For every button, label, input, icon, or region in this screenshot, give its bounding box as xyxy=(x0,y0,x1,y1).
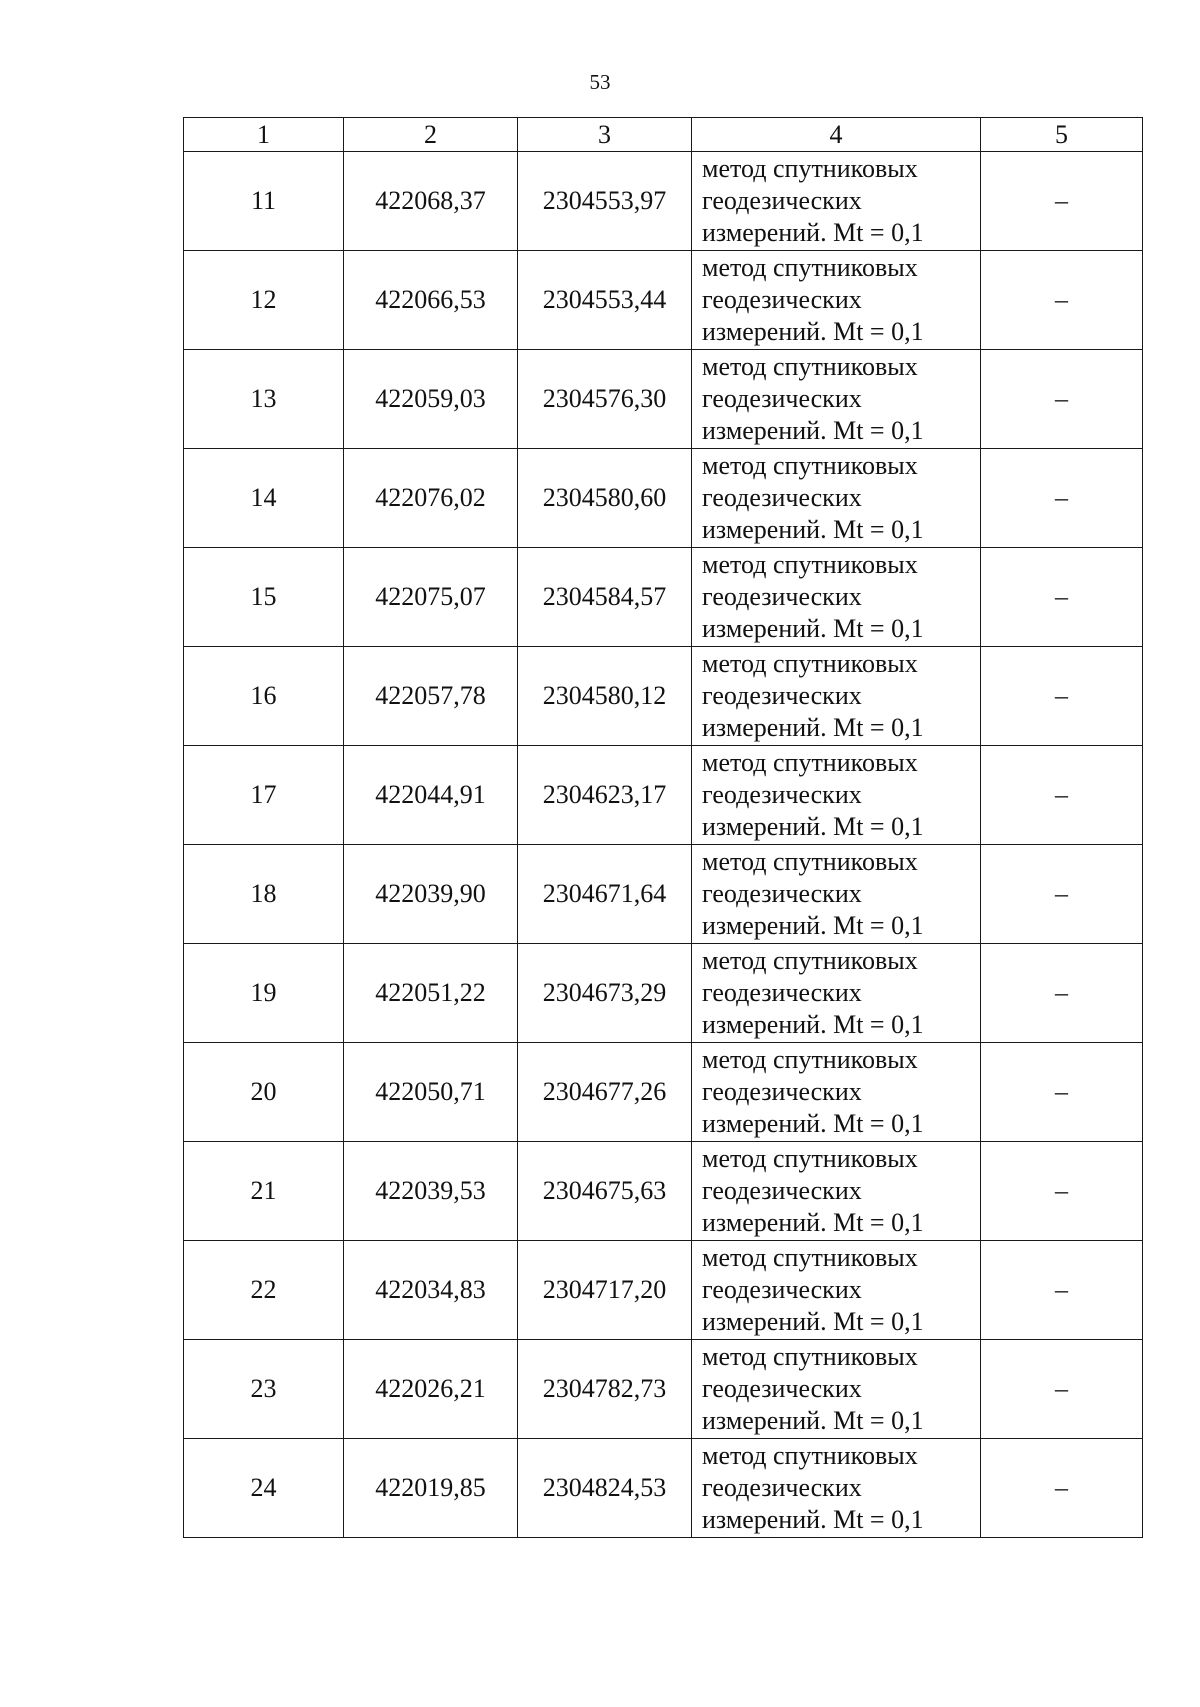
method-cell xyxy=(692,251,981,350)
method-cell xyxy=(692,548,981,647)
method-cell xyxy=(692,1241,981,1340)
note-cell: – xyxy=(981,1142,1143,1241)
x-coordinate-cell: 422034,83 xyxy=(344,1241,518,1340)
y-coordinate-cell: 2304584,57 xyxy=(518,548,692,647)
method-line: метод спутниковых xyxy=(702,1441,918,1470)
note-cell: – xyxy=(981,1439,1143,1538)
point-number-cell: 21 xyxy=(184,1142,344,1241)
table-row xyxy=(184,1043,1143,1142)
method-line: измерений. Mt = 0,1 xyxy=(702,812,924,841)
method-line: метод спутниковых xyxy=(702,1045,918,1074)
table-row xyxy=(184,152,1143,251)
point-number-cell: 20 xyxy=(184,1043,344,1142)
y-coordinate-cell: 2304580,12 xyxy=(518,647,692,746)
x-coordinate-cell: 422050,71 xyxy=(344,1043,518,1142)
method-cell xyxy=(692,746,981,845)
point-number-cell: 23 xyxy=(184,1340,344,1439)
header-col-3: 3 xyxy=(518,118,692,152)
x-coordinate-cell: 422068,37 xyxy=(344,152,518,251)
method-line: геодезических xyxy=(702,1077,862,1106)
table-row xyxy=(184,251,1143,350)
y-coordinate-cell: 2304782,73 xyxy=(518,1340,692,1439)
method-line: геодезических xyxy=(702,1374,862,1403)
method-cell xyxy=(692,944,981,1043)
y-coordinate-cell: 2304553,97 xyxy=(518,152,692,251)
y-coordinate-cell: 2304671,64 xyxy=(518,845,692,944)
table-row xyxy=(184,746,1143,845)
method-line: метод спутниковых xyxy=(702,1342,918,1371)
header-col-1: 1 xyxy=(184,118,344,152)
method-line: измерений. Mt = 0,1 xyxy=(702,911,924,940)
note-cell: – xyxy=(981,449,1143,548)
x-coordinate-cell: 422039,53 xyxy=(344,1142,518,1241)
y-coordinate-cell: 2304677,26 xyxy=(518,1043,692,1142)
note-cell: – xyxy=(981,1043,1143,1142)
x-coordinate-cell: 422075,07 xyxy=(344,548,518,647)
method-line: измерений. Mt = 0,1 xyxy=(702,713,924,742)
x-coordinate-cell: 422057,78 xyxy=(344,647,518,746)
point-number-cell: 14 xyxy=(184,449,344,548)
x-coordinate-cell: 422059,03 xyxy=(344,350,518,449)
method-cell xyxy=(692,152,981,251)
table-row xyxy=(184,1142,1143,1241)
x-coordinate-cell: 422051,22 xyxy=(344,944,518,1043)
method-line: геодезических xyxy=(702,186,862,215)
point-number-cell: 24 xyxy=(184,1439,344,1538)
table-row xyxy=(184,845,1143,944)
method-line: геодезических xyxy=(702,285,862,314)
method-line: измерений. Mt = 0,1 xyxy=(702,1109,924,1138)
note-cell: – xyxy=(981,548,1143,647)
table-body xyxy=(184,152,1143,1538)
note-cell: – xyxy=(981,350,1143,449)
method-line: геодезических xyxy=(702,582,862,611)
method-line: геодезических xyxy=(702,1473,862,1502)
method-line: метод спутниковых xyxy=(702,649,918,678)
y-coordinate-cell: 2304675,63 xyxy=(518,1142,692,1241)
method-line: измерений. Mt = 0,1 xyxy=(702,416,924,445)
method-cell xyxy=(692,1340,981,1439)
note-cell: – xyxy=(981,746,1143,845)
table-row xyxy=(184,1340,1143,1439)
header-row xyxy=(184,118,1143,152)
table-row xyxy=(184,548,1143,647)
table-row xyxy=(184,647,1143,746)
point-number-cell: 18 xyxy=(184,845,344,944)
y-coordinate-cell: 2304673,29 xyxy=(518,944,692,1043)
y-coordinate-cell: 2304824,53 xyxy=(518,1439,692,1538)
x-coordinate-cell: 422066,53 xyxy=(344,251,518,350)
y-coordinate-cell: 2304576,30 xyxy=(518,350,692,449)
method-line: измерений. Mt = 0,1 xyxy=(702,1307,924,1336)
point-number-cell: 15 xyxy=(184,548,344,647)
method-line: геодезических xyxy=(702,483,862,512)
y-coordinate-cell: 2304580,60 xyxy=(518,449,692,548)
method-line: геодезических xyxy=(702,780,862,809)
note-cell: – xyxy=(981,944,1143,1043)
method-line: метод спутниковых xyxy=(702,154,918,183)
method-line: метод спутниковых xyxy=(702,946,918,975)
method-cell xyxy=(692,845,981,944)
x-coordinate-cell: 422076,02 xyxy=(344,449,518,548)
x-coordinate-cell: 422026,21 xyxy=(344,1340,518,1439)
method-line: измерений. Mt = 0,1 xyxy=(702,218,924,247)
table-row xyxy=(184,449,1143,548)
method-line: измерений. Mt = 0,1 xyxy=(702,1505,924,1534)
method-line: измерений. Mt = 0,1 xyxy=(702,317,924,346)
point-number-cell: 13 xyxy=(184,350,344,449)
method-line: измерений. Mt = 0,1 xyxy=(702,515,924,544)
method-cell xyxy=(692,350,981,449)
note-cell: – xyxy=(981,845,1143,944)
y-coordinate-cell: 2304717,20 xyxy=(518,1241,692,1340)
table-row xyxy=(184,1439,1143,1538)
page-number: 53 xyxy=(589,70,611,94)
x-coordinate-cell: 422044,91 xyxy=(344,746,518,845)
method-line: геодезических xyxy=(702,879,862,908)
note-cell: – xyxy=(981,647,1143,746)
method-line: метод спутниковых xyxy=(702,1243,918,1272)
note-cell: – xyxy=(981,251,1143,350)
method-cell xyxy=(692,449,981,548)
method-cell xyxy=(692,1439,981,1538)
note-cell: – xyxy=(981,1340,1143,1439)
method-line: метод спутниковых xyxy=(702,847,918,876)
note-cell: – xyxy=(981,1241,1143,1340)
method-line: геодезических xyxy=(702,978,862,1007)
method-line: метод спутниковых xyxy=(702,550,918,579)
point-number-cell: 16 xyxy=(184,647,344,746)
point-number-cell: 12 xyxy=(184,251,344,350)
point-number-cell: 22 xyxy=(184,1241,344,1340)
method-line: метод спутниковых xyxy=(702,1144,918,1173)
table-row xyxy=(184,350,1143,449)
method-line: измерений. Mt = 0,1 xyxy=(702,1208,924,1237)
y-coordinate-cell: 2304553,44 xyxy=(518,251,692,350)
note-cell: – xyxy=(981,152,1143,251)
header-col-4: 4 xyxy=(692,118,981,152)
method-cell xyxy=(692,647,981,746)
table-row xyxy=(184,944,1143,1043)
table-row xyxy=(184,1241,1143,1340)
method-line: метод спутниковых xyxy=(702,451,918,480)
x-coordinate-cell: 422019,85 xyxy=(344,1439,518,1538)
method-line: метод спутниковых xyxy=(702,352,918,381)
y-coordinate-cell: 2304623,17 xyxy=(518,746,692,845)
header-col-5: 5 xyxy=(981,118,1143,152)
x-coordinate-cell: 422039,90 xyxy=(344,845,518,944)
point-number-cell: 11 xyxy=(184,152,344,251)
method-line: метод спутниковых xyxy=(702,253,918,282)
header-col-2: 2 xyxy=(344,118,518,152)
method-line: геодезических xyxy=(702,681,862,710)
method-line: измерений. Mt = 0,1 xyxy=(702,614,924,643)
method-line: измерений. Mt = 0,1 xyxy=(702,1010,924,1039)
method-line: геодезических xyxy=(702,1176,862,1205)
method-cell xyxy=(692,1043,981,1142)
method-line: метод спутниковых xyxy=(702,748,918,777)
method-line: геодезических xyxy=(702,384,862,413)
method-cell xyxy=(692,1142,981,1241)
point-number-cell: 17 xyxy=(184,746,344,845)
point-number-cell: 19 xyxy=(184,944,344,1043)
method-line: геодезических xyxy=(702,1275,862,1304)
method-line: измерений. Mt = 0,1 xyxy=(702,1406,924,1435)
coordinates-table xyxy=(183,117,1143,1538)
